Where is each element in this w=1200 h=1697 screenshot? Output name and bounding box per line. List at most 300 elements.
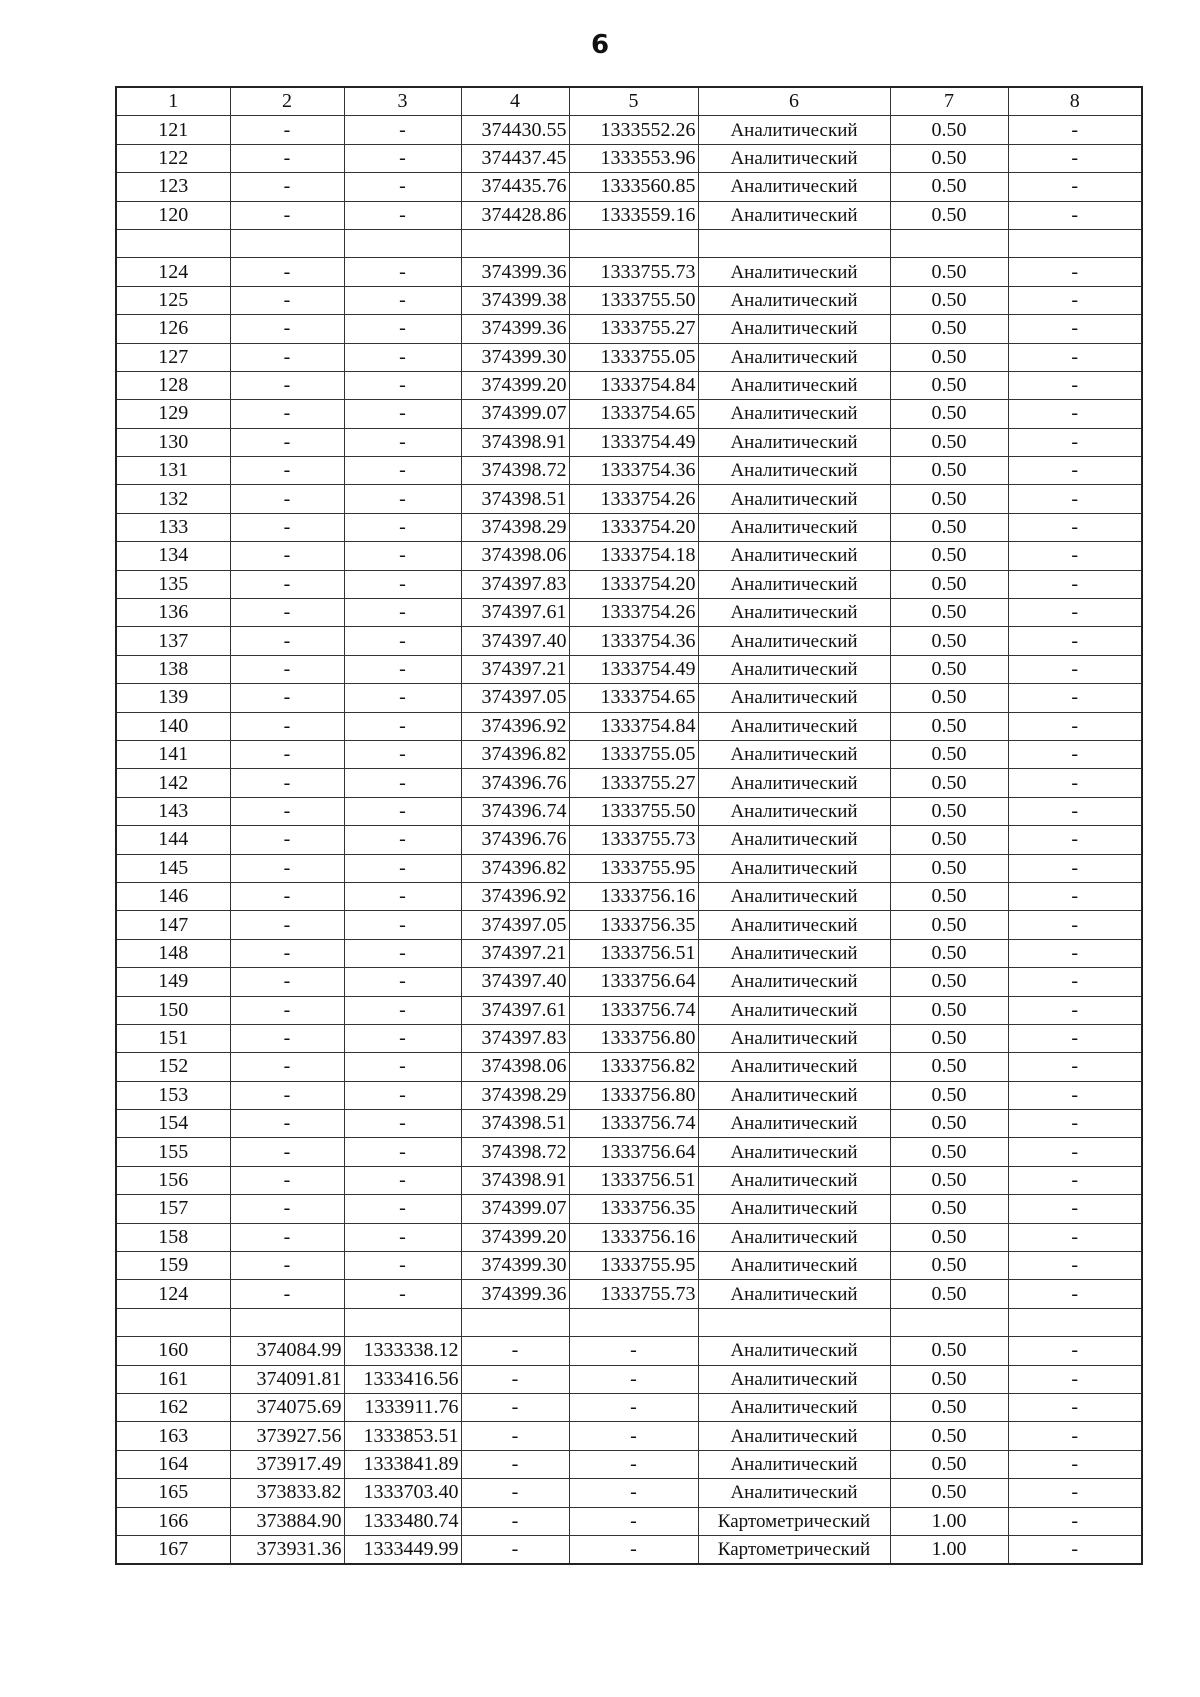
table-row xyxy=(116,939,1142,967)
table-cell-col-6: Аналитический xyxy=(698,542,890,570)
table-cell-col-5: 1333754.20 xyxy=(569,570,698,598)
table-cell-col-8: - xyxy=(1008,740,1142,768)
table-cell-col-3: - xyxy=(344,457,461,485)
table-row xyxy=(116,1422,1142,1450)
table-cell-col-8: - xyxy=(1008,485,1142,513)
table-cell-col-3: - xyxy=(344,1195,461,1223)
column-header-6: 6 xyxy=(698,87,890,116)
table-cell-col-7: 0.50 xyxy=(890,1337,1008,1365)
table-cell-col-8: - xyxy=(1008,1110,1142,1138)
table-cell-col-1: 120 xyxy=(116,201,230,229)
table-cell-col-5: 1333756.80 xyxy=(569,1081,698,1109)
table-cell-col-3: - xyxy=(344,570,461,598)
table-row xyxy=(116,797,1142,825)
table-cell-col-1: 132 xyxy=(116,485,230,513)
table-cell-col-1: 141 xyxy=(116,740,230,768)
table-cell-col-1: 151 xyxy=(116,1024,230,1052)
table-cell-col-1: 159 xyxy=(116,1252,230,1280)
table-cell-col-8: - xyxy=(1008,882,1142,910)
table-row xyxy=(116,1138,1142,1166)
table-cell-col-8: - xyxy=(1008,201,1142,229)
table-cell-col-8: - xyxy=(1008,826,1142,854)
table-cell-col-7: 0.50 xyxy=(890,826,1008,854)
table-body xyxy=(116,116,1142,1564)
table-cell-col-8: - xyxy=(1008,996,1142,1024)
table-row xyxy=(116,542,1142,570)
table-cell-col-1 xyxy=(116,1308,230,1336)
table-cell-col-7: 0.50 xyxy=(890,797,1008,825)
table-row xyxy=(116,1053,1142,1081)
table-cell-col-8: - xyxy=(1008,1166,1142,1194)
table-row xyxy=(116,371,1142,399)
table-cell-col-7: 0.50 xyxy=(890,599,1008,627)
table-cell-col-6: Аналитический xyxy=(698,1166,890,1194)
table-cell-col-8: - xyxy=(1008,712,1142,740)
table-cell-col-3: 1333853.51 xyxy=(344,1422,461,1450)
table-cell-col-1: 149 xyxy=(116,968,230,996)
table-row xyxy=(116,1024,1142,1052)
table-cell-col-6: Аналитический xyxy=(698,740,890,768)
table-cell-col-8: - xyxy=(1008,911,1142,939)
table-cell-col-3 xyxy=(344,1308,461,1336)
table-cell-col-3: 1333480.74 xyxy=(344,1507,461,1535)
table-cell-col-2: 374075.69 xyxy=(230,1393,344,1421)
table-cell-col-5: 1333756.82 xyxy=(569,1053,698,1081)
table-cell-col-4: 374399.36 xyxy=(461,1280,569,1308)
table-cell-col-7: 0.50 xyxy=(890,1223,1008,1251)
table-row xyxy=(116,457,1142,485)
table-cell-col-1: 164 xyxy=(116,1450,230,1478)
table-cell-col-5: 1333754.36 xyxy=(569,627,698,655)
table-cell-col-4: - xyxy=(461,1337,569,1365)
table-cell-col-8: - xyxy=(1008,1280,1142,1308)
table-cell-col-7: 0.50 xyxy=(890,684,1008,712)
table-cell-col-7: 0.50 xyxy=(890,655,1008,683)
column-header-4: 4 xyxy=(461,87,569,116)
table-cell-col-1: 152 xyxy=(116,1053,230,1081)
table-cell-col-4: 374430.55 xyxy=(461,116,569,144)
table-cell-col-7: 0.50 xyxy=(890,712,1008,740)
table-cell-col-5 xyxy=(569,229,698,257)
table-cell-col-3: - xyxy=(344,740,461,768)
table-row xyxy=(116,428,1142,456)
table-cell-col-7: 0.50 xyxy=(890,315,1008,343)
table-cell-col-6: Аналитический xyxy=(698,1195,890,1223)
table-cell-col-2: - xyxy=(230,513,344,541)
table-cell-col-7: 0.50 xyxy=(890,769,1008,797)
table-cell-col-2: 373931.36 xyxy=(230,1535,344,1564)
table-cell-col-3: - xyxy=(344,911,461,939)
table-cell-col-2: - xyxy=(230,996,344,1024)
table-cell-col-7: 0.50 xyxy=(890,1365,1008,1393)
table-cell-col-1: 137 xyxy=(116,627,230,655)
table-cell-col-1: 139 xyxy=(116,684,230,712)
table-cell-col-7: 0.50 xyxy=(890,258,1008,286)
table-cell-col-3: - xyxy=(344,1053,461,1081)
table-cell-col-6: Аналитический xyxy=(698,570,890,598)
table-cell-col-8: - xyxy=(1008,769,1142,797)
table-cell-col-3: - xyxy=(344,428,461,456)
table-cell-col-2: - xyxy=(230,1166,344,1194)
table-cell-col-7: 0.50 xyxy=(890,911,1008,939)
table-cell-col-8: - xyxy=(1008,173,1142,201)
table-cell-col-7: 0.50 xyxy=(890,1110,1008,1138)
table-cell-col-5: 1333754.84 xyxy=(569,712,698,740)
table-cell-col-8: - xyxy=(1008,371,1142,399)
table-cell-col-2: - xyxy=(230,457,344,485)
table-cell-col-5: 1333756.35 xyxy=(569,1195,698,1223)
table-cell-col-5: - xyxy=(569,1337,698,1365)
table-cell-col-7: 0.50 xyxy=(890,428,1008,456)
table-cell-col-1: 130 xyxy=(116,428,230,456)
table-cell-col-2: - xyxy=(230,258,344,286)
table-cell-col-7: 0.50 xyxy=(890,570,1008,598)
table-cell-col-1: 147 xyxy=(116,911,230,939)
table-cell-col-8: - xyxy=(1008,1450,1142,1478)
table-cell-col-8: - xyxy=(1008,968,1142,996)
table-cell-col-8: - xyxy=(1008,315,1142,343)
table-cell-col-4: 374398.29 xyxy=(461,1081,569,1109)
table-cell-col-1: 162 xyxy=(116,1393,230,1421)
table-cell-col-4: 374397.05 xyxy=(461,684,569,712)
table-cell-col-2: - xyxy=(230,1081,344,1109)
table-cell-col-3: - xyxy=(344,996,461,1024)
table-cell-col-1: 135 xyxy=(116,570,230,598)
table-cell-col-6 xyxy=(698,1308,890,1336)
table-cell-col-8 xyxy=(1008,1308,1142,1336)
table-cell-col-7: 0.50 xyxy=(890,1252,1008,1280)
table-cell-col-3 xyxy=(344,229,461,257)
table-cell-col-3: - xyxy=(344,1081,461,1109)
table-cell-col-4: 374437.45 xyxy=(461,144,569,172)
table-row xyxy=(116,1507,1142,1535)
table-cell-col-8: - xyxy=(1008,1422,1142,1450)
table-cell-col-4: 374397.61 xyxy=(461,996,569,1024)
table-cell-col-2: 373833.82 xyxy=(230,1479,344,1507)
table-cell-col-4: 374398.06 xyxy=(461,1053,569,1081)
table-cell-col-2: - xyxy=(230,655,344,683)
table-row xyxy=(116,1081,1142,1109)
table-cell-col-2: - xyxy=(230,599,344,627)
table-cell-col-2: - xyxy=(230,1138,344,1166)
table-row xyxy=(116,769,1142,797)
table-cell-col-7: 0.50 xyxy=(890,968,1008,996)
table-row xyxy=(116,570,1142,598)
table-cell-col-4: 374398.91 xyxy=(461,1166,569,1194)
table-cell-col-5: 1333754.49 xyxy=(569,428,698,456)
table-cell-col-7: 0.50 xyxy=(890,286,1008,314)
table-cell-col-5: 1333755.50 xyxy=(569,286,698,314)
table-cell-col-5: 1333754.26 xyxy=(569,599,698,627)
table-cell-col-1: 124 xyxy=(116,258,230,286)
table-cell-col-4: 374399.38 xyxy=(461,286,569,314)
table-cell-col-7: 0.50 xyxy=(890,400,1008,428)
table-cell-col-1: 124 xyxy=(116,1280,230,1308)
table-cell-col-3: - xyxy=(344,286,461,314)
table-row xyxy=(116,1110,1142,1138)
table-cell-col-4: 374397.05 xyxy=(461,911,569,939)
separator-row xyxy=(116,1308,1142,1336)
table-row xyxy=(116,1337,1142,1365)
table-cell-col-2: - xyxy=(230,712,344,740)
table-row xyxy=(116,1450,1142,1478)
table-cell-col-1: 125 xyxy=(116,286,230,314)
table-cell-col-7: 0.50 xyxy=(890,343,1008,371)
table-cell-col-7: 0.50 xyxy=(890,1450,1008,1478)
table-cell-col-8: - xyxy=(1008,570,1142,598)
table-cell-col-5: 1333553.96 xyxy=(569,144,698,172)
table-cell-col-1: 126 xyxy=(116,315,230,343)
table-row xyxy=(116,627,1142,655)
table-cell-col-2: - xyxy=(230,201,344,229)
table-cell-col-8: - xyxy=(1008,1365,1142,1393)
table-cell-col-4: 374398.72 xyxy=(461,457,569,485)
table-cell-col-2: - xyxy=(230,968,344,996)
table-cell-col-6: Аналитический xyxy=(698,627,890,655)
table-cell-col-2: - xyxy=(230,684,344,712)
table-cell-col-6: Аналитический xyxy=(698,996,890,1024)
table-cell-col-1: 145 xyxy=(116,854,230,882)
table-cell-col-6: Аналитический xyxy=(698,712,890,740)
table-cell-col-1: 150 xyxy=(116,996,230,1024)
table-cell-col-2: - xyxy=(230,826,344,854)
table-row xyxy=(116,1535,1142,1564)
table-cell-col-7: 0.50 xyxy=(890,485,1008,513)
table-cell-col-3: - xyxy=(344,400,461,428)
table-cell-col-1: 128 xyxy=(116,371,230,399)
table-row xyxy=(116,343,1142,371)
table-cell-col-7: 0.50 xyxy=(890,627,1008,655)
table-cell-col-2: - xyxy=(230,1053,344,1081)
table-cell-col-6: Аналитический xyxy=(698,911,890,939)
table-cell-col-6: Аналитический xyxy=(698,1422,890,1450)
table-cell-col-2 xyxy=(230,1308,344,1336)
table-cell-col-7: 0.50 xyxy=(890,996,1008,1024)
table-cell-col-6: Аналитический xyxy=(698,428,890,456)
table-cell-col-4: - xyxy=(461,1507,569,1535)
table-row xyxy=(116,854,1142,882)
table-cell-col-3: 1333703.40 xyxy=(344,1479,461,1507)
table-cell-col-3: - xyxy=(344,1166,461,1194)
table-cell-col-5: 1333754.18 xyxy=(569,542,698,570)
table-cell-col-4: 374399.36 xyxy=(461,315,569,343)
table-cell-col-8 xyxy=(1008,229,1142,257)
table-cell-col-4: 374396.82 xyxy=(461,854,569,882)
table-cell-col-3: - xyxy=(344,968,461,996)
table-cell-col-3: - xyxy=(344,1110,461,1138)
table-cell-col-2: - xyxy=(230,286,344,314)
table-cell-col-4: 374397.61 xyxy=(461,599,569,627)
table-cell-col-6: Аналитический xyxy=(698,655,890,683)
table-row xyxy=(116,712,1142,740)
table-cell-col-7: 0.50 xyxy=(890,854,1008,882)
table-cell-col-7: 0.50 xyxy=(890,1479,1008,1507)
table-cell-col-4: 374396.76 xyxy=(461,826,569,854)
table-cell-col-4: 374399.07 xyxy=(461,1195,569,1223)
table-cell-col-6: Аналитический xyxy=(698,854,890,882)
table-cell-col-3: - xyxy=(344,542,461,570)
table-cell-col-5: 1333754.84 xyxy=(569,371,698,399)
table-row xyxy=(116,144,1142,172)
table-cell-col-7: 0.50 xyxy=(890,1024,1008,1052)
table-cell-col-5: 1333756.35 xyxy=(569,911,698,939)
table-cell-col-4: 374397.40 xyxy=(461,968,569,996)
table-cell-col-2: - xyxy=(230,400,344,428)
table-cell-col-3: 1333338.12 xyxy=(344,1337,461,1365)
table-cell-col-7: 1.00 xyxy=(890,1535,1008,1564)
table-cell-col-2: - xyxy=(230,939,344,967)
table-cell-col-4: 374396.92 xyxy=(461,712,569,740)
table-cell-col-6: Аналитический xyxy=(698,1479,890,1507)
table-cell-col-4: 374398.91 xyxy=(461,428,569,456)
table-cell-col-8: - xyxy=(1008,1138,1142,1166)
table-cell-col-7: 0.50 xyxy=(890,1195,1008,1223)
table-cell-col-5: 1333756.16 xyxy=(569,882,698,910)
table-cell-col-5: 1333756.74 xyxy=(569,996,698,1024)
table-cell-col-5: 1333754.65 xyxy=(569,400,698,428)
table-cell-col-8: - xyxy=(1008,400,1142,428)
table-cell-col-5: 1333755.50 xyxy=(569,797,698,825)
table-cell-col-2: - xyxy=(230,542,344,570)
table-cell-col-4: 374399.30 xyxy=(461,1252,569,1280)
table-cell-col-8: - xyxy=(1008,513,1142,541)
table-cell-col-7: 0.50 xyxy=(890,1166,1008,1194)
table-cell-col-4: 374397.83 xyxy=(461,570,569,598)
table-cell-col-1: 148 xyxy=(116,939,230,967)
table-cell-col-5 xyxy=(569,1308,698,1336)
table-cell-col-3: - xyxy=(344,939,461,967)
table-cell-col-6: Аналитический xyxy=(698,315,890,343)
table-cell-col-6: Аналитический xyxy=(698,599,890,627)
table-row xyxy=(116,1393,1142,1421)
table-row xyxy=(116,882,1142,910)
table-cell-col-5: 1333754.26 xyxy=(569,485,698,513)
table-cell-col-7: 0.50 xyxy=(890,1081,1008,1109)
table-cell-col-5: 1333756.51 xyxy=(569,1166,698,1194)
table-cell-col-1: 155 xyxy=(116,1138,230,1166)
table-cell-col-7: 0.50 xyxy=(890,740,1008,768)
table-cell-col-7: 0.50 xyxy=(890,371,1008,399)
table-cell-col-4: 374396.82 xyxy=(461,740,569,768)
table-cell-col-1: 167 xyxy=(116,1535,230,1564)
table-row xyxy=(116,400,1142,428)
table-cell-col-7: 0.50 xyxy=(890,513,1008,541)
table-cell-col-4: - xyxy=(461,1393,569,1421)
table-cell-col-5: 1333755.05 xyxy=(569,343,698,371)
table-cell-col-2: - xyxy=(230,173,344,201)
table-cell-col-2: - xyxy=(230,485,344,513)
table-row xyxy=(116,599,1142,627)
table-cell-col-4: 374435.76 xyxy=(461,173,569,201)
table-cell-col-3: 1333841.89 xyxy=(344,1450,461,1478)
table-cell-col-7: 0.50 xyxy=(890,457,1008,485)
table-cell-col-6: Аналитический xyxy=(698,1138,890,1166)
table-cell-col-8: - xyxy=(1008,599,1142,627)
table-cell-col-1: 161 xyxy=(116,1365,230,1393)
column-header-2: 2 xyxy=(230,87,344,116)
table-cell-col-6: Аналитический xyxy=(698,343,890,371)
table-row xyxy=(116,258,1142,286)
table-cell-col-1: 143 xyxy=(116,797,230,825)
table-cell-col-4: - xyxy=(461,1535,569,1564)
table-cell-col-6: Аналитический xyxy=(698,939,890,967)
table-cell-col-6: Аналитический xyxy=(698,201,890,229)
table-cell-col-6: Аналитический xyxy=(698,1337,890,1365)
table-cell-col-4: 374398.29 xyxy=(461,513,569,541)
table-cell-col-4: 374428.86 xyxy=(461,201,569,229)
table-cell-col-7: 0.50 xyxy=(890,144,1008,172)
table-cell-col-3: - xyxy=(344,144,461,172)
table-cell-col-2: 373884.90 xyxy=(230,1507,344,1535)
table-cell-col-2: - xyxy=(230,1280,344,1308)
table-cell-col-7: 0.50 xyxy=(890,1138,1008,1166)
table-cell-col-8: - xyxy=(1008,1081,1142,1109)
table-row xyxy=(116,315,1142,343)
table-cell-col-7: 1.00 xyxy=(890,1507,1008,1535)
table-cell-col-6: Аналитический xyxy=(698,826,890,854)
table-cell-col-3: - xyxy=(344,343,461,371)
table-cell-col-6: Аналитический xyxy=(698,1365,890,1393)
table-cell-col-8: - xyxy=(1008,1053,1142,1081)
table-cell-col-5: 1333755.27 xyxy=(569,315,698,343)
table-row xyxy=(116,286,1142,314)
table-cell-col-3: - xyxy=(344,684,461,712)
table-row xyxy=(116,173,1142,201)
table-cell-col-1: 154 xyxy=(116,1110,230,1138)
table-cell-col-6: Аналитический xyxy=(698,684,890,712)
table-cell-col-4: 374399.20 xyxy=(461,371,569,399)
table-cell-col-2: - xyxy=(230,144,344,172)
table-cell-col-5: 1333755.73 xyxy=(569,1280,698,1308)
table-cell-col-4: 374397.40 xyxy=(461,627,569,655)
table-cell-col-2: - xyxy=(230,1195,344,1223)
table-cell-col-6: Аналитический xyxy=(698,258,890,286)
table-cell-col-1: 157 xyxy=(116,1195,230,1223)
table-cell-col-1: 142 xyxy=(116,769,230,797)
table-cell-col-3: - xyxy=(344,315,461,343)
column-header-7: 7 xyxy=(890,87,1008,116)
table-cell-col-3: - xyxy=(344,882,461,910)
table-cell-col-6: Аналитический xyxy=(698,116,890,144)
column-header-3: 3 xyxy=(344,87,461,116)
table-cell-col-6: Аналитический xyxy=(698,485,890,513)
table-cell-col-6: Аналитический xyxy=(698,173,890,201)
table-cell-col-5: 1333755.73 xyxy=(569,826,698,854)
table-row xyxy=(116,1166,1142,1194)
table-cell-col-5: - xyxy=(569,1507,698,1535)
table-cell-col-3: - xyxy=(344,371,461,399)
table-cell-col-5: 1333755.73 xyxy=(569,258,698,286)
table-cell-col-8: - xyxy=(1008,1223,1142,1251)
table-cell-col-7: 0.50 xyxy=(890,116,1008,144)
table-cell-col-3: - xyxy=(344,173,461,201)
table-cell-col-6: Аналитический xyxy=(698,513,890,541)
table-cell-col-4: - xyxy=(461,1450,569,1478)
table-cell-col-5: 1333756.16 xyxy=(569,1223,698,1251)
table-cell-col-5: - xyxy=(569,1479,698,1507)
table-cell-col-1: 121 xyxy=(116,116,230,144)
table-cell-col-1: 129 xyxy=(116,400,230,428)
table-row xyxy=(116,1252,1142,1280)
table-cell-col-6: Аналитический xyxy=(698,968,890,996)
table-cell-col-2: 373927.56 xyxy=(230,1422,344,1450)
table-cell-col-4 xyxy=(461,1308,569,1336)
table-cell-col-2: - xyxy=(230,315,344,343)
table-cell-col-8: - xyxy=(1008,286,1142,314)
table-cell-col-8: - xyxy=(1008,684,1142,712)
table-cell-col-5: 1333756.64 xyxy=(569,1138,698,1166)
table-cell-col-2: - xyxy=(230,428,344,456)
